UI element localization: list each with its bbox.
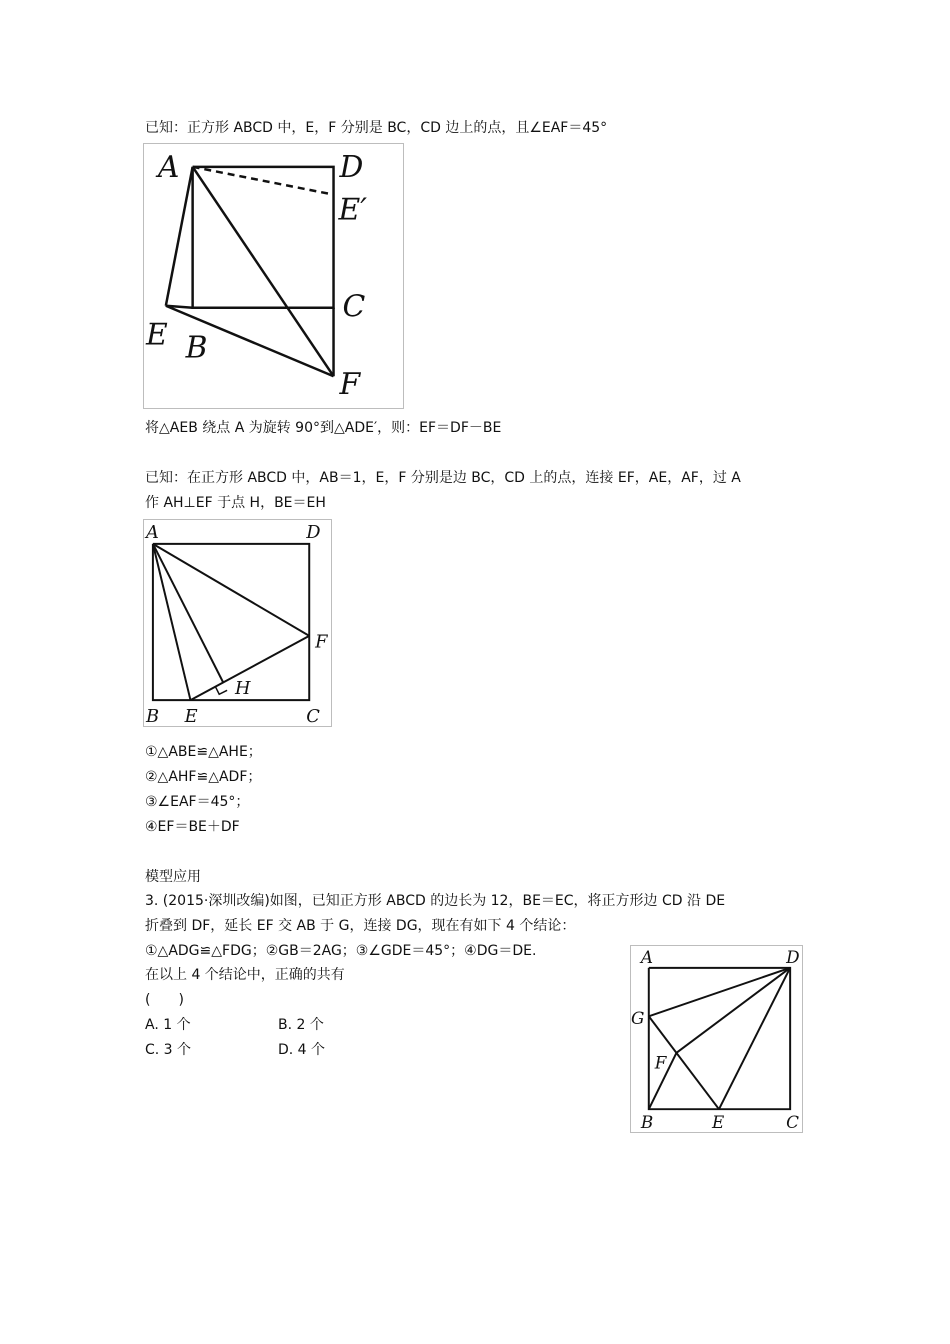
section3-problem-line1: 3. (2015·深圳改编)如图，已知正方形 ABCD 的边长为 12，BE＝EC，将正方形边 CD 沿 DE xyxy=(145,893,726,909)
label-c: C xyxy=(306,705,320,726)
label-g: G xyxy=(631,1008,645,1029)
section2-given-line2: 作 AH⊥EF 于点 H，BE＝EH xyxy=(145,495,326,511)
square-abcd xyxy=(649,968,790,1109)
section3-heading: 模型应用 xyxy=(145,869,201,885)
label-a: A xyxy=(157,149,180,185)
option-d: D. 4 个 xyxy=(278,1042,326,1058)
label-b: B xyxy=(185,330,208,366)
option-c: C. 3 个 xyxy=(145,1042,192,1058)
label-b: B xyxy=(145,705,160,726)
label-c: C xyxy=(342,289,366,325)
label-d: D xyxy=(339,149,364,185)
figure-2-square-perpendicular xyxy=(143,519,332,727)
section3-problem-line2: 折叠到 DF，延长 EF 交 AB 于 G，连接 DG，现在有如下 4 个结论： xyxy=(145,918,576,934)
label-e-prime: E′ xyxy=(338,192,367,228)
section2-result-4: ④EF＝BE＋DF xyxy=(145,819,240,835)
label-d: D xyxy=(306,521,321,543)
label-a: A xyxy=(145,521,159,543)
figure-3-svg xyxy=(631,946,802,1132)
section3-problem-line3: ①△ADG≌△FDG；②GB＝2AG；③∠GDE＝45°；④DG＝DE. xyxy=(145,943,537,959)
figure-3-square-fold xyxy=(630,945,803,1133)
section2-result-3: ③∠EAF＝45°； xyxy=(145,794,250,810)
figure-1-svg xyxy=(144,144,403,408)
label-f: F xyxy=(339,367,361,403)
label-e: E xyxy=(712,1111,725,1132)
right-angle-mark xyxy=(215,686,227,694)
label-d: D xyxy=(786,946,800,967)
label-b: B xyxy=(640,1111,654,1132)
section2-result-1: ①△ABE≌△AHE； xyxy=(145,744,262,760)
label-f: F xyxy=(654,1052,667,1073)
section1-conclusion: 将△AEB 绕点 A 为旋转 90°到△ADE′，则：EF＝DF－BE xyxy=(145,420,502,436)
answer-blank: ( ) xyxy=(145,992,184,1008)
segment-ae xyxy=(153,544,191,700)
figure-2-svg xyxy=(144,520,331,726)
square-abcd xyxy=(193,167,334,308)
label-e: E xyxy=(184,705,198,726)
segment-ae xyxy=(166,167,193,306)
segment-ae-prime xyxy=(193,167,334,195)
option-a: A. 1 个 xyxy=(145,1017,191,1033)
label-a: A xyxy=(640,946,654,967)
section1-given: 已知：正方形 ABCD 中，E，F 分别是 BC，CD 边上的点，且∠EAF＝45° xyxy=(145,120,608,136)
label-e: E xyxy=(145,317,168,353)
label-f: F xyxy=(315,631,328,653)
label-c: C xyxy=(786,1111,800,1132)
option-b: B. 2 个 xyxy=(278,1017,324,1033)
segment-df xyxy=(676,968,790,1053)
segment-af xyxy=(193,167,334,376)
section2-given-line1: 已知：在正方形 ABCD 中，AB＝1，E，F 分别是边 BC，CD 上的点，连接 EF，AE，AF，过 A xyxy=(145,470,741,486)
label-h: H xyxy=(235,678,251,700)
section2-result-2: ②△AHF≌△ADF； xyxy=(145,769,262,785)
section3-problem-line4: 在以上 4 个结论中，正确的共有 xyxy=(145,967,345,983)
figure-1-square-rotation xyxy=(143,143,404,409)
